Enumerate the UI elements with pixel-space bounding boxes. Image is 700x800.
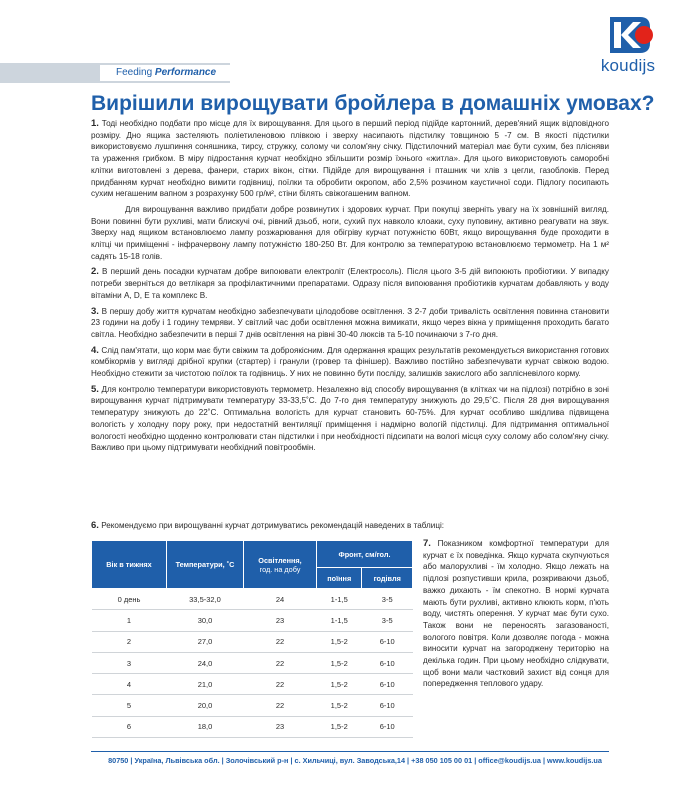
header-front: Фронт, см/гол. bbox=[317, 541, 413, 568]
cell-light: 23 bbox=[244, 716, 317, 737]
section-number: 1. bbox=[91, 118, 99, 129]
cell-age: 5 bbox=[92, 695, 167, 716]
cell-age: 0 день bbox=[92, 589, 167, 610]
section-number: 3. bbox=[91, 305, 99, 317]
cell-feed: 3-5 bbox=[362, 610, 413, 631]
cell-temp: 20,0 bbox=[167, 695, 244, 716]
section-text: Рекомендуємо при вирощуванні курчат дотримуватись рекомендацій наведених в таблиці: bbox=[98, 521, 445, 530]
cell-feed: 6-10 bbox=[362, 652, 413, 673]
footer-divider bbox=[91, 751, 609, 752]
table-row bbox=[92, 652, 413, 673]
cell-drink: 1-1,5 bbox=[317, 610, 362, 631]
cell-light: 23 bbox=[244, 610, 317, 631]
cell-age: 3 bbox=[92, 652, 167, 673]
section-text: В перший день посадки курчатам добре випоювати електроліт (Електросоль). Після цього 3-5 дій випоюють пробіотики. У випадку потреби зверніться до ветлікаря за профілактичними препаратами. Одразу після випоювання пробіотиків курчатам добавляють у воду вітаміни А, D, Е та комплекс В. bbox=[91, 267, 609, 300]
table-row bbox=[92, 589, 413, 610]
table-row bbox=[92, 631, 413, 652]
header-lighting-sub: год. на добу bbox=[259, 564, 301, 574]
section-text: В першу добу життя курчатам необхідно забезпечувати цілодобове освітлення. З 2-7 доби тривалість освітлення повинна становити 23 години на добу і 1 годину темряви. У світлий час доби освітлення можна вимикати, якщо через вікна у приміщення проходить багато світла. Необхідно забезпечити в перші 7 днів освітлення на рівні 30-40 люксів та 5-10 починаючи з 7-го дня. bbox=[91, 306, 609, 339]
cell-light: 22 bbox=[244, 631, 317, 652]
header-temperature: Температури, ˚С bbox=[167, 541, 244, 589]
cell-feed: 6-10 bbox=[362, 631, 413, 652]
cell-drink: 1,5-2 bbox=[317, 631, 362, 652]
cell-age: 6 bbox=[92, 716, 167, 737]
cell-feed: 6-10 bbox=[362, 695, 413, 716]
cell-temp: 30,0 bbox=[167, 610, 244, 631]
table-row bbox=[92, 674, 413, 695]
cell-feed: 6-10 bbox=[362, 716, 413, 737]
koudijs-logo-icon bbox=[604, 17, 654, 53]
cell-age: 4 bbox=[92, 674, 167, 695]
cell-light: 22 bbox=[244, 652, 317, 673]
section-6 bbox=[91, 520, 521, 532]
cell-age: 2 bbox=[92, 631, 167, 652]
cell-temp: 27,0 bbox=[167, 631, 244, 652]
section-4 bbox=[91, 345, 609, 380]
table-row bbox=[92, 695, 413, 716]
cell-age: 1 bbox=[92, 610, 167, 631]
cell-light: 22 bbox=[244, 695, 317, 716]
section-text: Для контролю температури використовують термометр. Незалежно від способу вирощування (в клітках чи на підлозі) потрібно в зоні вирощування курчат підтримувати температуру 33-33,5˚С. До 7-го дня температуру знижують до 29,5˚С. Після 28 дня вирощування температуру знижують до 22˚С. Оптимальна вологість для курчат становить 60-75%. Для курчат особливо шкідлива підвищена вологість у холодну пору року, при недостатній вентиляції приміщення і надмірно вологій підстилці. Для підтримання оптимальної вологості необхідно щоденно контролювати стан підстилки і при необхідності підсипати на вологі місця суху солому або солом'яну січку. Важливо при цьому підтримувати необхідний повітрообмін. bbox=[91, 384, 609, 453]
section-text: Тоді необхідно подбати про місце для їх вирощування. Для цього в перший період підійде картонний, дерев'яний ящик відповідного розміру. Дно ящика застеляють поліетиленовою плівкою і зверху насипають підстилку товщиною 5 -7 см. В якості підстилки використовуємо лушпиння соняшника, тирсу, стружку, солому чи солом'яну січку. Підстилочний матеріал має бути сухим, без плісняви та ураження грибком. В міру підростання курчат необхідно збільшити розмір їхнього «житла». Для цього використовують саморобні клітки виготовлені з дерева, фанери, старих вікон, сітки. Підійде для вирощування і пташник чи хлів з цегли, газоблоків. Перед придбанням курчат необхідно вимити годівниці, поїлки та обробити окропом, або 2,5% розчином каустичної соди. Підлогу посипають сухим негашеним вапном з розрахунку 500 гр/м², стіни білять свіжогашеним вапном. bbox=[91, 119, 609, 199]
section-1 bbox=[91, 118, 609, 200]
table-row bbox=[92, 716, 413, 737]
cell-drink: 1,5-2 bbox=[317, 652, 362, 673]
section-number: 7. bbox=[423, 538, 431, 549]
growing-table bbox=[91, 540, 413, 738]
cell-temp: 21,0 bbox=[167, 674, 244, 695]
tagline-prefix: Feeding bbox=[116, 67, 155, 78]
table-row bbox=[92, 610, 413, 631]
header-lighting-label: Освітлення, bbox=[258, 555, 302, 565]
footer-contacts: 80750 | Україна, Львівська обл. | Золочівський р-н | с. Хильчиці, вул. Заводська,14 | +38 050 105 00 01 | office@koudijs.ua | www.koudijs.ua bbox=[108, 756, 602, 765]
section-7 bbox=[423, 538, 609, 690]
cell-drink: 1-1,5 bbox=[317, 589, 362, 610]
section-number: 6. bbox=[91, 520, 99, 531]
section-1-paragraph-2: Для вирощування важливо придбати добре розвинутих і здорових курчат. При покупці зверніть увагу на їх зовнішній вигляд. Вони повинні бути рухливі, мати блискучі очі, рівний дзьоб, ноги, сухий пух навколо клоаки, суху пуповину, активно реагувати на звук. Зверху над ящиком встановлюємо лампу розжарювання для обігріву курчат потужністю 60Вт, якщо вирощування буде проходити в клітці чи приміщенні - інфрачервону лампу потужністю 180-250 Вт. Для контролю за температурою встановлюємо термометр. На 1 м² садять 15-18 голів. bbox=[91, 204, 609, 261]
section-number: 2. bbox=[91, 266, 99, 278]
cell-temp: 24,0 bbox=[167, 652, 244, 673]
article-body bbox=[91, 118, 609, 458]
section-2 bbox=[91, 266, 609, 301]
header-lighting bbox=[244, 541, 317, 589]
header-age: Вік в тижнях bbox=[92, 541, 167, 589]
tagline bbox=[100, 65, 230, 81]
koudijs-logo[interactable] bbox=[592, 17, 664, 81]
section-text: Слід пам'ятати, що корм має бути свіжим та доброякісним. Для одержання кращих результатів рекомендується використання готових комбікормів у вигляді дрібної крупки (стартер) і гранули (гровер та фінішер). Важливо постійно забезпечувати курчат свіжою водою. Необхідно стежити за чистотою поїлок та годівниць. У них не повинно бути посліду, залишків закислого або заплісневілого корму. bbox=[91, 345, 609, 379]
section-number: 5. bbox=[91, 383, 99, 395]
cell-temp: 33,5-32,0 bbox=[167, 589, 244, 610]
cell-light: 24 bbox=[244, 589, 317, 610]
header-drinker: поїння bbox=[317, 568, 362, 589]
cell-drink: 1,5-2 bbox=[317, 716, 362, 737]
header-feeder: годівля bbox=[362, 568, 413, 589]
cell-drink: 1,5-2 bbox=[317, 695, 362, 716]
cell-temp: 18,0 bbox=[167, 716, 244, 737]
tagline-bold: Performance bbox=[154, 67, 217, 78]
section-5 bbox=[91, 384, 609, 454]
cell-light: 22 bbox=[244, 674, 317, 695]
section-3 bbox=[91, 306, 609, 341]
section-number: 4. bbox=[91, 344, 99, 356]
logo-text: koudijs bbox=[600, 56, 656, 75]
page-title: Вирішили вирощувати бройлера в домашніх умовах? bbox=[91, 92, 655, 115]
section-text: Показником комфортної температури для курчат є їх поведінка. Якщо курчата скупчуються або малорухливі - їм холодно. Якщо лежать на підлозі розпустивши крила, розкриваючи дзьоб, важко дихають - їм спекотно. В нормі курчата мають бути рухливі, активно клюють корм, п'ють воду, чистять оперення. У курчат має бути сухо. Також вони не переносять загазованості, вологого повітря. Коли дозволяє погода - можна виносити курчат на загороджену територію на декілька годин. При цьому необхідно слідкувати, щоб вони мали частковий захист від сонця для попередження теплового удару. bbox=[423, 539, 609, 689]
cell-drink: 1,5-2 bbox=[317, 674, 362, 695]
cell-feed: 3-5 bbox=[362, 589, 413, 610]
tagline-banner bbox=[0, 63, 230, 83]
cell-feed: 6-10 bbox=[362, 674, 413, 695]
